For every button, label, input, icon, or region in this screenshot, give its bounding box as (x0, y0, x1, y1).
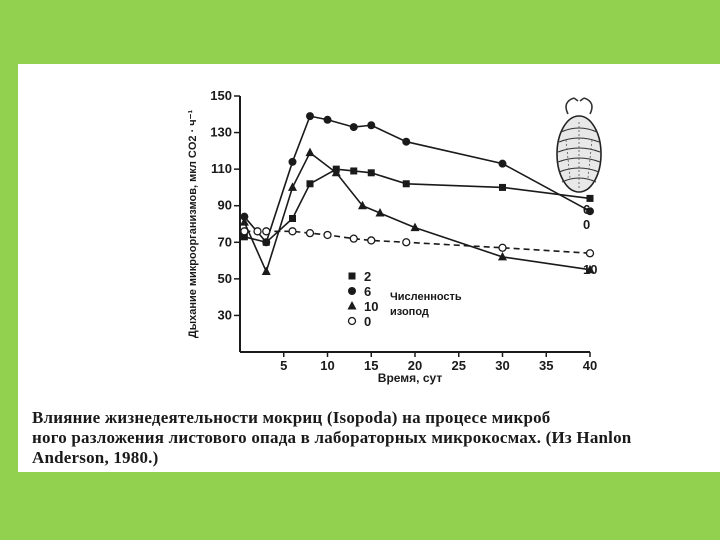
series-line-0 (244, 231, 590, 253)
data-point-0 (324, 231, 331, 238)
data-point-10 (306, 148, 315, 157)
data-point-0 (241, 228, 248, 235)
series-6 (240, 112, 594, 246)
data-point-2 (499, 184, 506, 191)
y-axis-title-text: Дыхание микроорганизмов, мкл CO2 · ч⁻¹ (187, 109, 199, 339)
data-point-0 (289, 228, 296, 235)
legend-label: 0 (364, 314, 372, 329)
data-point-0 (403, 239, 410, 246)
data-point-2 (350, 167, 357, 174)
legend-title-line: Численность (390, 291, 462, 303)
legend (348, 269, 462, 329)
end-label: 6 (583, 202, 591, 217)
legend-marker-10 (348, 301, 357, 310)
data-point-6 (499, 160, 507, 168)
isopod-illustration (557, 98, 601, 192)
series-group (240, 112, 598, 277)
x-ticks (280, 352, 597, 373)
y-axis-title (187, 110, 199, 339)
legend-label: 6 (364, 284, 372, 299)
data-point-10 (288, 182, 297, 191)
legend-marker-2 (349, 273, 356, 280)
end-label: 10 (583, 262, 598, 277)
y-tick-label: 70 (217, 234, 232, 250)
data-point-6 (306, 112, 314, 120)
data-point-6 (367, 121, 375, 129)
y-tick-label: 30 (217, 307, 232, 323)
series-0 (241, 228, 594, 257)
legend-label: 2 (364, 269, 372, 284)
figure-caption (32, 408, 720, 468)
y-tick-label: 150 (210, 88, 232, 103)
data-point-2 (368, 169, 375, 176)
x-tick-label: 40 (582, 358, 598, 373)
legend-label: 10 (364, 299, 379, 314)
data-point-6 (324, 116, 332, 124)
x-tick-label: 5 (280, 358, 288, 373)
data-point-10 (262, 267, 271, 276)
data-point-0 (368, 237, 375, 244)
data-point-0 (254, 228, 261, 235)
y-tick-label: 110 (211, 161, 232, 177)
data-point-2 (403, 180, 410, 187)
x-tick-label: 20 (407, 358, 423, 373)
series-10 (240, 148, 598, 277)
legend-marker-0 (349, 318, 356, 325)
data-point-2 (587, 195, 594, 202)
data-point-0 (499, 244, 506, 251)
legend-marker-6 (348, 287, 356, 295)
x-axis-title: Время, сут (377, 371, 443, 385)
end-label: 0 (583, 217, 591, 232)
data-point-6 (289, 158, 297, 166)
data-point-0 (307, 230, 314, 237)
x-tick-label: 10 (320, 358, 335, 373)
y-tick-label: 90 (217, 197, 232, 213)
data-point-0 (587, 250, 594, 257)
data-point-6 (262, 238, 270, 246)
y-ticks (210, 88, 240, 322)
caption-line-2: ного разложения листового опада в лабораторных микрокосмах. (Из Hanlon (32, 428, 632, 447)
x-tick-label: 30 (495, 358, 510, 373)
x-tick-label: 15 (364, 358, 379, 373)
caption-line-3: Anderson, 1980.) (32, 448, 159, 467)
data-point-0 (350, 235, 357, 242)
caption-line-1: Влияние жизнедеятельности мокриц (Isopoda) на процесе микроб (32, 408, 551, 427)
legend-title-line: изопод (390, 306, 429, 318)
data-point-2 (307, 180, 314, 187)
x-tick-label: 35 (539, 358, 554, 373)
data-point-2 (289, 215, 296, 222)
scanned-figure (18, 64, 720, 472)
y-tick-label: 130 (210, 124, 232, 140)
data-point-6 (350, 123, 358, 131)
y-tick-label: 50 (217, 270, 232, 286)
x-tick-label: 25 (451, 358, 466, 373)
data-point-6 (402, 138, 410, 146)
data-point-0 (263, 228, 270, 235)
